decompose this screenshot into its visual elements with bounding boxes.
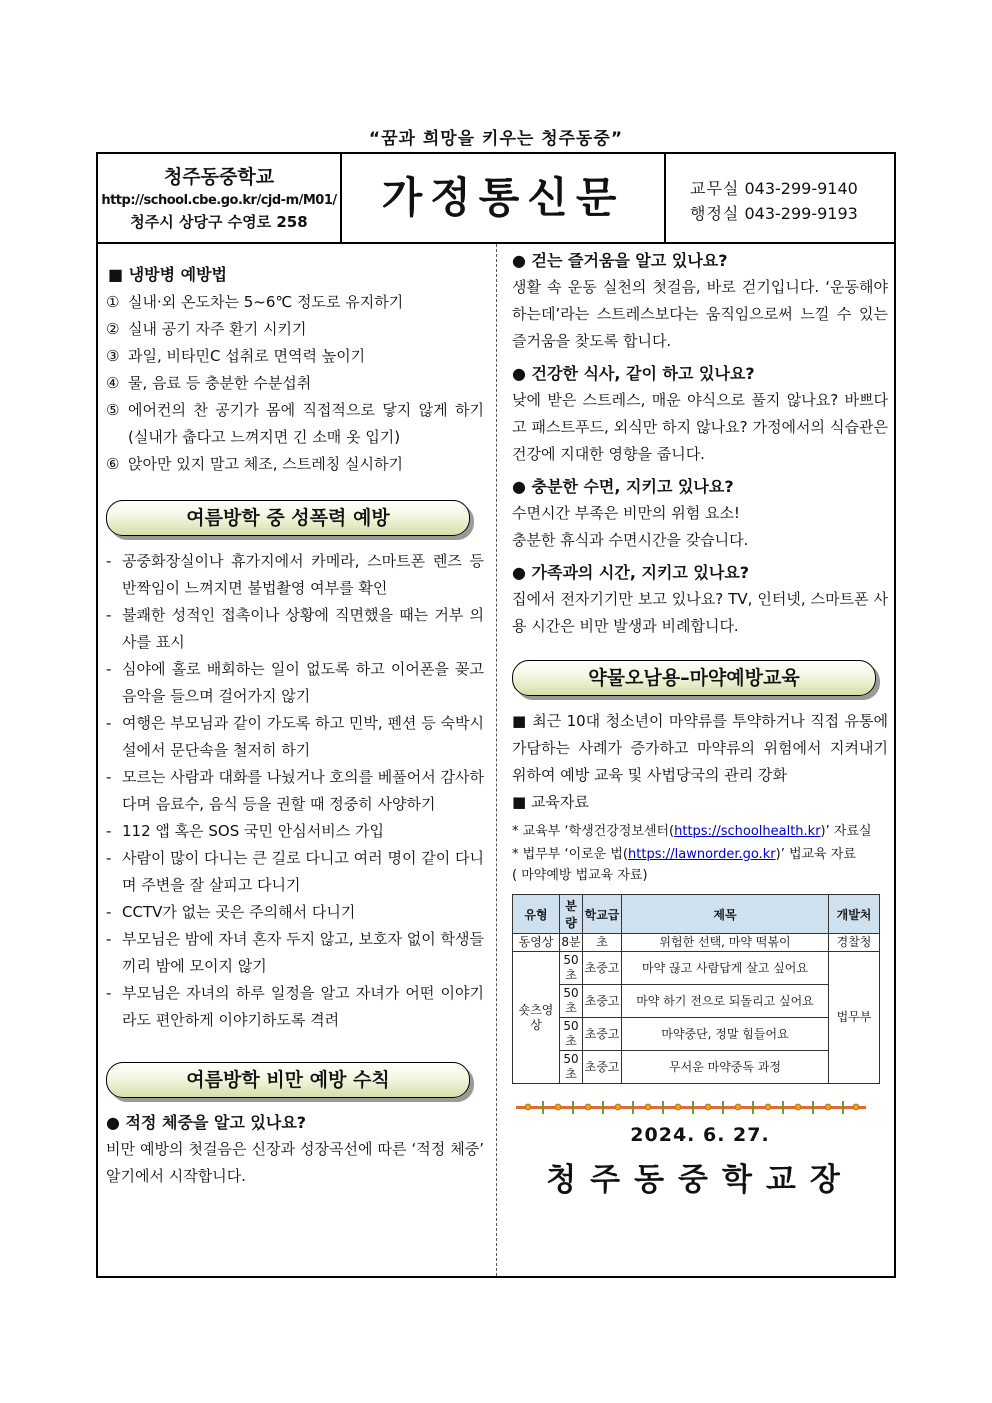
meal-question: ● 건강한 식사, 같이 하고 있나요? <box>512 364 755 383</box>
school-name: 청주동중학교 <box>163 166 275 188</box>
newsletter-frame <box>96 152 896 1278</box>
family-text: 집에서 전자기기만 보고 있나요? TV, 인터넷, 스마트폰 사용 시간은 비만 발생과 비례합니다. <box>512 590 888 635</box>
list-item: - 심야에 홀로 배회하는 일이 없도록 하고 이어폰을 꽂고 음악을 들으며 걸어가지 않기 <box>106 660 484 705</box>
ref-1: * 교육부 ‘학생건강정보센터(https://schoolhealth.kr)’ 자료실 <box>512 824 872 839</box>
fence-decoration <box>516 1098 866 1116</box>
weight-question: ● 적정 체중을 알고 있나요? <box>106 1113 307 1132</box>
cooling-heading: ■ 냉방병 예방법 <box>108 265 227 284</box>
title-box <box>342 154 666 242</box>
school-info <box>98 154 342 242</box>
meal-text: 낮에 받은 스트레스, 매운 야식으로 풀지 않나요? 바쁘다고 패스트푸드, 외식만 하지 않나요? 가정에서의 식습관은 건강에 지대한 영향을 줍니다. <box>512 391 888 463</box>
violence-heading: 여름방학 중 성폭력 예방 <box>106 500 470 536</box>
weight-text: 비만 예방의 첫걸음은 신장과 성장곡선에 따른 ‘적정 체중’ 알기에서 시작합니다. <box>106 1140 484 1185</box>
office-1-label: 교무실 <box>690 179 740 198</box>
family-question: ● 가족과의 시간, 지키고 있나요? <box>512 563 750 582</box>
header <box>98 154 894 244</box>
office-2-phone: 043-299-9193 <box>744 204 858 223</box>
list-item: ③ 과일, 비타민C 섭취로 면역력 높이기 <box>106 347 366 365</box>
ref-2: * 법무부 ‘이로운 법(https://lawnorder.go.kr)’ 법교육 자료 <box>512 847 856 862</box>
sleep-text-1: 수면시간 부족은 비만의 위험 요소! <box>512 504 740 522</box>
list-item: - 불쾌한 성적인 접촉이나 상황에 직면했을 때는 거부 의사를 표시 <box>106 606 484 651</box>
column-divider <box>496 244 497 1276</box>
list-item: - 모르는 사람과 대화를 나눴거나 호의를 베풀어서 감사하다며 음료수, 음식 등을 권할 때 정중히 사양하기 <box>106 768 484 813</box>
office-1-phone: 043-299-9140 <box>744 179 858 198</box>
flower-border-icon <box>516 1098 866 1116</box>
list-item: - 사람이 많이 다니는 큰 길로 다니고 여러 명이 같이 다니며 주변을 잘 살피고 다니기 <box>106 849 484 894</box>
list-item: - 여행은 부모님과 같이 가도록 하고 민박, 펜션 등 숙박시설에서 문단속을 철저히 하기 <box>106 714 484 759</box>
ref-2-sub: ( 마약예방 법교육 자료) <box>512 868 648 883</box>
table-row: 숏츠영상 50초 초중고 마약 끊고 사람답게 살고 싶어요 법무부 <box>513 952 880 985</box>
violence-banner <box>106 500 484 542</box>
walking-text: 생활 속 운동 실천의 첫걸음, 바로 걷기입니다. ‘운동해야 하는데’라는 스트레스보다는 움직임으로써 느낄 수 있는 즐거움을 찾도록 합니다. <box>512 278 888 350</box>
table-row: 50초 초중고 마약중단, 정말 힘들어요 <box>513 1018 880 1051</box>
list-item: ① 실내·외 온도차는 5~6℃ 정도로 유지하기 <box>106 293 404 311</box>
table-header-row <box>513 895 880 934</box>
col-level: 학교급 <box>583 895 622 934</box>
slogan: “꿈과 희망을 키우는 청주동중” <box>368 129 624 149</box>
contact-info <box>690 176 858 226</box>
schoolhealth-link[interactable]: https://schoolhealth.kr <box>674 824 821 839</box>
list-item: ④ 물, 음료 등 충분한 수분섭취 <box>106 374 312 392</box>
principal-signature: 청주동중학교장 <box>546 1162 854 1198</box>
table-row: 50초 초중고 마약 하기 전으로 되돌리고 싶어요 <box>513 985 880 1018</box>
list-item: - 112 앱 혹은 SOS 국민 안심서비스 가입 <box>106 822 384 840</box>
walking-question: ● 걷는 즐거움을 알고 있나요? <box>512 251 728 270</box>
office-2-label: 행정실 <box>690 204 740 223</box>
drug-heading: 약물오남용–마약예방교육 <box>512 660 876 696</box>
right-column <box>512 246 888 1199</box>
list-item: ② 실내 공기 자주 환기 시키기 <box>106 320 307 338</box>
cooling-list <box>106 289 484 478</box>
left-column <box>106 250 484 1190</box>
list-item: ⑥ 앉아만 있지 말고 체조, 스트레칭 실시하기 <box>106 455 403 473</box>
materials-table <box>512 894 880 1084</box>
obesity-heading: 여름방학 비만 예방 수칙 <box>106 1062 470 1098</box>
drug-banner <box>512 660 888 702</box>
school-address: 청주시 상당구 수영로 258 <box>130 213 308 231</box>
list-item: - 부모님은 자녀의 하루 일정을 알고 자녀가 어떤 이야기라도 편안하게 이야기하도록 격려 <box>106 984 484 1029</box>
violence-list <box>106 548 484 1034</box>
list-item: - 부모님은 밤에 자녀 혼자 두지 않고, 보호자 없이 학생들끼리 밤에 모이지 않기 <box>106 930 484 975</box>
list-item: ⑤ 에어컨의 찬 공기가 몸에 직접적으로 닿지 않게 하기(실내가 춥다고 느껴지면 긴 소매 옷 입기) <box>106 401 484 446</box>
drug-paragraph: ■ 최근 10대 청소년이 마약류를 투약하거나 직접 유통에 가담하는 사례가 증가하고 마약류의 위험에서 지켜내기 위하여 예방 교육 및 사법당국의 관리 강화 <box>512 712 888 784</box>
col-type: 유형 <box>513 895 560 934</box>
obesity-banner <box>106 1062 484 1104</box>
school-url[interactable]: http://school.cbe.go.kr/cjd-m/M01/ <box>101 193 337 208</box>
list-item: - 공중화장실이나 휴가지에서 카메라, 스마트폰 렌즈 등 반짝임이 느껴지면 불법촬영 여부를 확인 <box>106 552 484 597</box>
sleep-text-2: 충분한 휴식과 수면시간을 갖습니다. <box>512 531 749 549</box>
office-line-1 <box>690 176 858 201</box>
lawnorder-link[interactable]: https://lawnorder.go.kr <box>628 847 776 862</box>
issue-date: 2024. 6. 27. <box>630 1124 770 1146</box>
col-dev: 개발처 <box>829 895 880 934</box>
newsletter-title: 가정통신문 <box>381 173 625 222</box>
col-title: 제목 <box>622 895 829 934</box>
list-item: - CCTV가 없는 곳은 주의해서 다니기 <box>106 903 356 921</box>
materials-heading: ■ 교육자료 <box>512 793 589 811</box>
sleep-question: ● 충분한 수면, 지키고 있나요? <box>512 477 734 496</box>
office-line-2 <box>690 201 858 226</box>
col-length: 분량 <box>560 895 583 934</box>
table-row: 동영상 8분 초 위험한 선택, 마약 떡볶이 경찰청 <box>513 934 880 952</box>
table-row: 50초 초중고 무서운 마약중독 과정 <box>513 1051 880 1084</box>
